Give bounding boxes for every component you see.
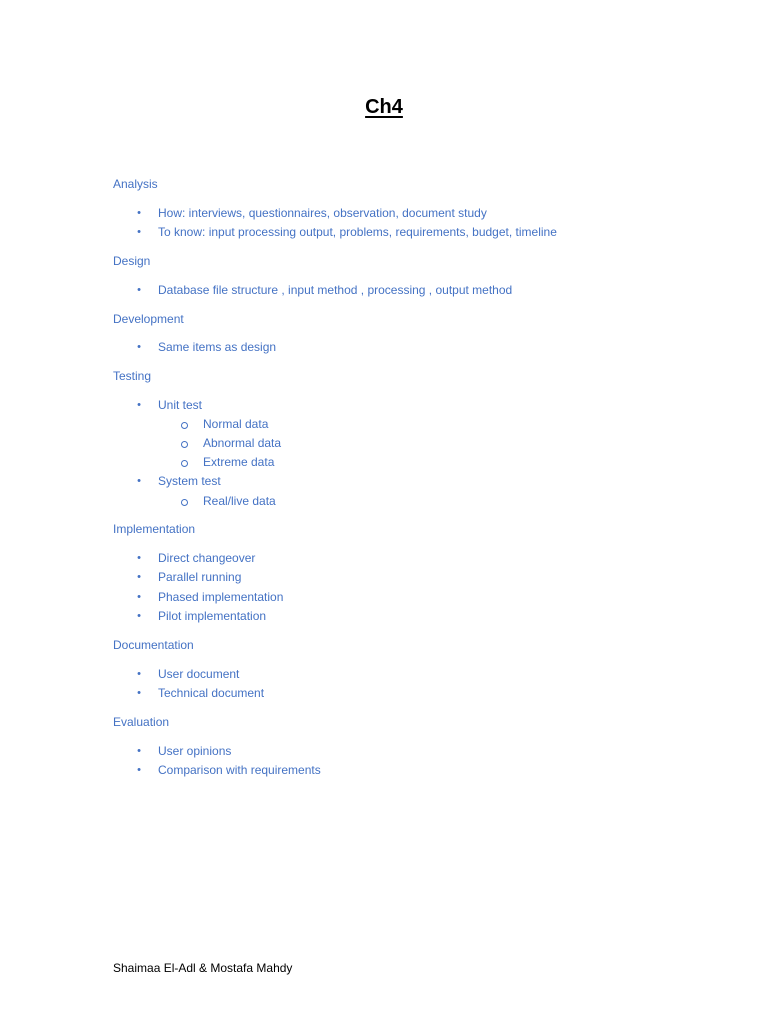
list-item — [113, 338, 713, 358]
sub-list-item — [113, 453, 713, 472]
bullet-icon: • — [137, 764, 141, 776]
bullet-list — [113, 665, 713, 704]
list-item — [113, 607, 713, 627]
bullet-icon: • — [137, 475, 141, 487]
bullet-icon: • — [137, 571, 141, 583]
bullet-list — [113, 396, 713, 511]
circle-bullet-icon — [181, 499, 188, 506]
circle-bullet-icon — [181, 460, 188, 467]
sub-list-item-label: Real/live data — [203, 493, 276, 508]
bullet-icon: • — [137, 398, 141, 411]
section-heading: Testing — [113, 369, 152, 383]
sub-list-item — [113, 415, 713, 434]
bullet-icon: • — [137, 590, 141, 603]
list-item-label: How: interviews, questionnaires, observation, document study — [158, 205, 487, 220]
sub-list-item-label: Normal data — [203, 417, 269, 431]
list-item-label: Database file structure , input method , processing , output method — [158, 282, 513, 297]
list-item-label: User opinions — [158, 743, 232, 758]
bullet-list — [113, 338, 713, 358]
bullet-icon: • — [137, 551, 141, 564]
circle-bullet-icon — [181, 441, 188, 448]
circle-bullet-icon — [181, 422, 188, 429]
bullet-icon: • — [137, 687, 141, 699]
bullet-icon: • — [137, 341, 141, 353]
list-item-label: System test — [158, 474, 221, 488]
bullet-icon: • — [137, 283, 141, 296]
bullet-list — [113, 742, 713, 781]
bullet-list — [113, 549, 713, 627]
section-heading: Evaluation — [113, 715, 170, 729]
list-item — [113, 281, 713, 301]
bullet-list — [113, 204, 713, 243]
list-item — [113, 588, 713, 608]
list-item — [113, 396, 713, 416]
list-item — [113, 665, 713, 685]
list-item — [113, 204, 713, 224]
section-heading: Implementation — [113, 522, 196, 536]
list-item-label: Pilot implementation — [158, 609, 267, 623]
list-item-label: Technical document — [158, 686, 265, 700]
list-item-label: Same items as design — [158, 340, 277, 354]
sub-list-item — [113, 434, 713, 453]
list-item — [113, 472, 713, 492]
section-heading: Design — [113, 254, 151, 268]
bullet-icon: • — [137, 226, 141, 238]
list-item-label: Direct changeover — [158, 550, 256, 565]
bullet-icon: • — [137, 744, 141, 757]
list-item — [113, 684, 713, 704]
list-item-label: To know: input processing output, problems, requirements, budget, timeline — [158, 225, 557, 239]
list-item — [113, 549, 713, 569]
page-title: Ch4 — [365, 96, 403, 118]
sub-list-item-label: Abnormal data — [203, 436, 282, 450]
list-item — [113, 742, 713, 762]
footer-authors: Shaimaa El-Adl & Mostafa Mahdy — [113, 961, 293, 975]
list-item-label: Unit test — [158, 397, 203, 412]
document-body — [113, 175, 713, 781]
section-heading: Analysis — [113, 177, 158, 191]
bullet-icon: • — [137, 667, 141, 680]
sub-list-item-label: Extreme data — [203, 455, 275, 469]
sub-list-item — [113, 492, 713, 511]
list-item-label: Phased implementation — [158, 589, 284, 604]
list-item-label: Comparison with requirements — [158, 763, 321, 777]
bullet-icon: • — [137, 610, 141, 622]
bullet-list — [113, 281, 713, 301]
section-heading: Documentation — [113, 638, 194, 652]
sub-list — [113, 492, 713, 511]
list-item — [113, 568, 713, 588]
list-item — [113, 761, 713, 781]
bullet-icon: • — [137, 206, 141, 219]
list-item — [113, 223, 713, 243]
section-heading: Development — [113, 311, 184, 326]
list-item-label: User document — [158, 666, 240, 681]
sub-list — [113, 415, 713, 472]
list-item-label: Parallel running — [158, 570, 242, 584]
